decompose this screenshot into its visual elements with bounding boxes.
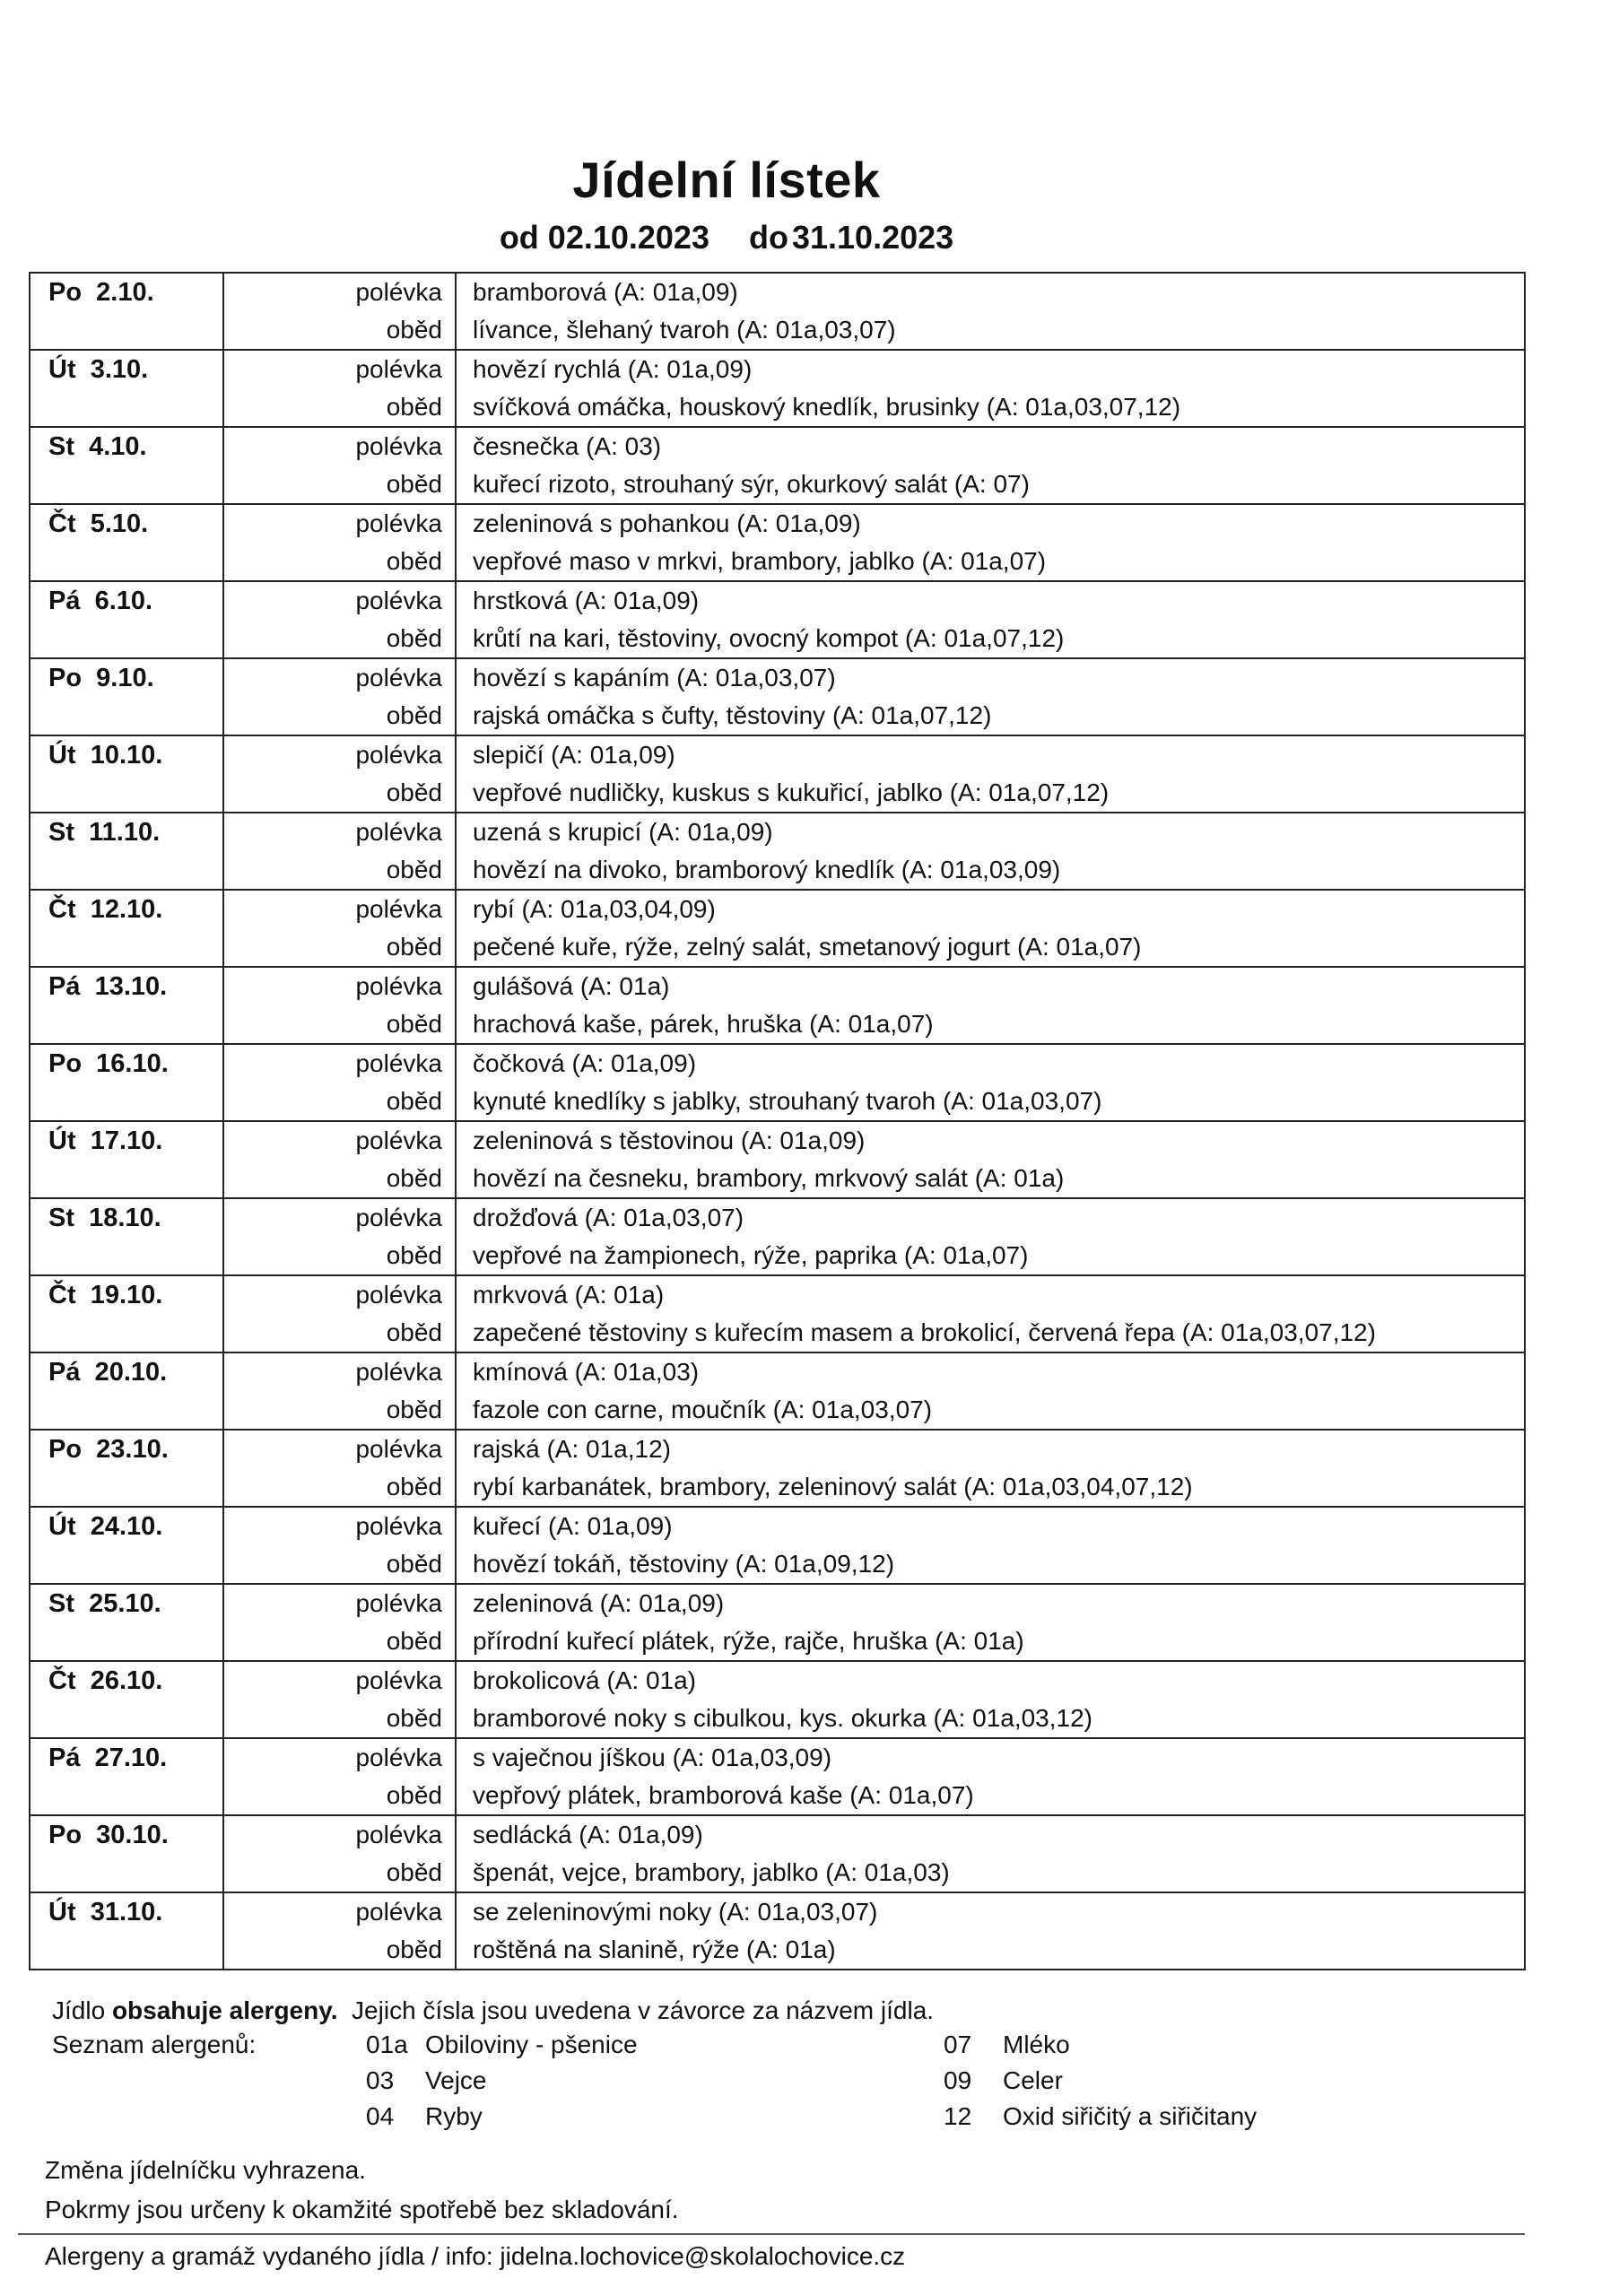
main-label: oběd [223, 1160, 456, 1198]
consumption-note: Pokrmy jsou určeny k okamžité spotřebě bez skladování. [45, 2196, 679, 2223]
menu-day: Út 31.10. [30, 1892, 223, 1970]
menu-row-main [30, 388, 1525, 427]
soup-dish: drožďová (A: 01a,03,07) [456, 1198, 1525, 1237]
menu-day: St 25.10. [30, 1584, 223, 1661]
menu-row-soup [30, 273, 1525, 311]
soup-dish: česnečka (A: 03) [456, 427, 1525, 465]
main-label: oběd [223, 543, 456, 581]
allergen-list-label: Seznam alergenů: [52, 2031, 257, 2058]
soup-dish: hrstková (A: 01a,09) [456, 581, 1525, 620]
allergen-name: Oxid siřičitý a siřičitany [1003, 2102, 1258, 2130]
soup-label: polévka [223, 1661, 456, 1700]
menu-day: Po 23.10. [30, 1430, 223, 1507]
to-label: do [749, 219, 788, 256]
soup-label: polévka [223, 1892, 456, 1931]
allergen-name: Vejce [425, 2066, 487, 2094]
main-label: oběd [223, 1083, 456, 1121]
menu-row-main [30, 1160, 1525, 1198]
main-label: oběd [223, 1931, 456, 1970]
menu-row-main [30, 1622, 1525, 1661]
menu-row-soup [30, 890, 1525, 928]
soup-label: polévka [223, 581, 456, 620]
menu-row-soup [30, 658, 1525, 697]
menu-row-soup [30, 1815, 1525, 1854]
main-label: oběd [223, 697, 456, 735]
menu-day: Pá 27.10. [30, 1738, 223, 1815]
menu-row-main [30, 465, 1525, 504]
menu-row-main [30, 543, 1525, 581]
menu-day: Út 17.10. [30, 1121, 223, 1198]
soup-label: polévka [223, 1584, 456, 1622]
allergen-name: Ryby [425, 2102, 483, 2130]
soup-label: polévka [223, 1430, 456, 1468]
menu-day: Út 10.10. [30, 735, 223, 813]
menu-day: Pá 20.10. [30, 1352, 223, 1430]
menu-day: Čt 12.10. [30, 890, 223, 967]
menu-day: Pá 13.10. [30, 967, 223, 1044]
menu-row-main [30, 1237, 1525, 1275]
main-dish: přírodní kuřecí plátek, rýže, rajče, hruška (A: 01a) [456, 1622, 1525, 1661]
from-label: od [499, 219, 539, 256]
main-label: oběd [223, 1005, 456, 1044]
menu-row-soup [30, 1661, 1525, 1700]
main-label: oběd [223, 1314, 456, 1352]
allergen-intro-pre: Jídlo [52, 1996, 112, 2024]
main-dish: rajská omáčka s čufty, těstoviny (A: 01a,07,12) [456, 697, 1525, 735]
menu-day: Čt 5.10. [30, 504, 223, 581]
change-note: Změna jídelníčku vyhrazena. [45, 2156, 366, 2184]
soup-dish: sedlácká (A: 01a,09) [456, 1815, 1525, 1854]
soup-label: polévka [223, 967, 456, 1005]
soup-dish: rybí (A: 01a,03,04,09) [456, 890, 1525, 928]
allergen-intro-bold: obsahuje alergeny. [111, 1996, 338, 2024]
main-label: oběd [223, 1777, 456, 1815]
allergen-code: 04 [366, 2102, 395, 2130]
footer-divider [18, 2233, 1525, 2235]
from-date: 02.10.2023 [547, 219, 709, 256]
allergen-code: 12 [944, 2102, 972, 2130]
menu-day: Po 16.10. [30, 1044, 223, 1121]
soup-dish: uzená s krupicí (A: 01a,09) [456, 813, 1525, 851]
main-dish: hrachová kaše, párek, hruška (A: 01a,07) [456, 1005, 1525, 1044]
menu-row-main [30, 1931, 1525, 1970]
menu-row-soup [30, 1507, 1525, 1545]
soup-label: polévka [223, 658, 456, 697]
contact-note: Alergeny a gramáž vydaného jídla / info: jidelna.lochovice@skolalochovice.cz [45, 2242, 906, 2270]
menu-row-main [30, 1391, 1525, 1430]
main-dish: hovězí tokáň, těstoviny (A: 01a,09,12) [456, 1545, 1525, 1584]
menu-row-main [30, 1545, 1525, 1584]
soup-dish: gulášová (A: 01a) [456, 967, 1525, 1005]
menu-row-soup [30, 504, 1525, 543]
menu-row-soup [30, 1044, 1525, 1083]
main-dish: špenát, vejce, brambory, jablko (A: 01a,03) [456, 1854, 1525, 1892]
main-label: oběd [223, 1237, 456, 1275]
main-label: oběd [223, 311, 456, 350]
main-dish: roštěná na slanině, rýže (A: 01a) [456, 1931, 1525, 1970]
main-dish: vepřové na žampionech, rýže, paprika (A: 01a,07) [456, 1237, 1525, 1275]
allergen-item [366, 2102, 483, 2131]
main-dish: kuřecí rizoto, strouhaný sýr, okurkový salát (A: 07) [456, 465, 1525, 504]
main-dish: lívance, šlehaný tvaroh (A: 01a,03,07) [456, 311, 1525, 350]
menu-row-soup [30, 1584, 1525, 1622]
menu-row-soup [30, 427, 1525, 465]
main-dish: hovězí na divoko, bramborový knedlík (A: 01a,03,09) [456, 851, 1525, 890]
allergen-code: 09 [944, 2066, 972, 2094]
soup-label: polévka [223, 1198, 456, 1237]
menu-row-main [30, 1854, 1525, 1892]
main-dish: svíčková omáčka, houskový knedlík, brusinky (A: 01a,03,07,12) [456, 388, 1525, 427]
main-label: oběd [223, 928, 456, 967]
main-label: oběd [223, 1468, 456, 1507]
soup-label: polévka [223, 1275, 456, 1314]
menu-body [30, 273, 1525, 1970]
menu-row-soup [30, 1352, 1525, 1391]
allergen-name: Obiloviny - pšenice [425, 2031, 638, 2058]
allergen-name: Celer [1003, 2066, 1063, 2094]
menu-row-main [30, 774, 1525, 813]
main-dish: pečené kuře, rýže, zelný salát, smetanový jogurt (A: 01a,07) [456, 928, 1525, 967]
main-dish: vepřový plátek, bramborová kaše (A: 01a,07) [456, 1777, 1525, 1815]
allergen-code: 01a [366, 2031, 408, 2058]
main-dish: rybí karbanátek, brambory, zeleninový salát (A: 01a,03,04,07,12) [456, 1468, 1525, 1507]
main-label: oběd [223, 1545, 456, 1584]
soup-dish: kuřecí (A: 01a,09) [456, 1507, 1525, 1545]
main-label: oběd [223, 1391, 456, 1430]
allergen-code: 03 [366, 2066, 395, 2094]
allergen-item [366, 2031, 638, 2059]
main-label: oběd [223, 774, 456, 813]
menu-day: Út 24.10. [30, 1507, 223, 1584]
soup-dish: hovězí rychlá (A: 01a,09) [456, 350, 1525, 388]
menu-row-soup [30, 813, 1525, 851]
menu-day: St 18.10. [30, 1198, 223, 1275]
soup-label: polévka [223, 735, 456, 774]
soup-label: polévka [223, 1352, 456, 1391]
allergen-intro [52, 1993, 934, 2029]
soup-label: polévka [223, 350, 456, 388]
menu-row-soup [30, 1738, 1525, 1777]
soup-label: polévka [223, 1738, 456, 1777]
soup-dish: kmínová (A: 01a,03) [456, 1352, 1525, 1391]
menu-row-soup [30, 1430, 1525, 1468]
menu-row-main [30, 1083, 1525, 1121]
menu-day: Po 2.10. [30, 273, 223, 350]
menu-row-main [30, 1777, 1525, 1815]
soup-label: polévka [223, 1044, 456, 1083]
menu-row-main [30, 1314, 1525, 1352]
main-label: oběd [223, 465, 456, 504]
soup-dish: rajská (A: 01a,12) [456, 1430, 1525, 1468]
soup-dish: slepičí (A: 01a,09) [456, 735, 1525, 774]
soup-label: polévka [223, 890, 456, 928]
main-dish: zapečené těstoviny s kuřecím masem a brokolicí, červená řepa (A: 01a,03,07,12) [456, 1314, 1525, 1352]
date-range [0, 219, 1453, 257]
menu-row-soup [30, 1198, 1525, 1237]
menu-row-main [30, 1468, 1525, 1507]
soup-label: polévka [223, 1121, 456, 1160]
allergen-code: 07 [944, 2031, 972, 2058]
main-label: oběd [223, 620, 456, 658]
soup-dish: mrkvová (A: 01a) [456, 1275, 1525, 1314]
menu-row-soup [30, 735, 1525, 774]
main-label: oběd [223, 851, 456, 890]
main-dish: bramborové noky s cibulkou, kys. okurka (A: 01a,03,12) [456, 1700, 1525, 1738]
allergen-item [944, 2031, 1070, 2059]
menu-day: St 4.10. [30, 427, 223, 504]
menu-row-main [30, 1005, 1525, 1044]
soup-dish: zeleninová (A: 01a,09) [456, 1584, 1525, 1622]
soup-label: polévka [223, 427, 456, 465]
menu-day: Po 30.10. [30, 1815, 223, 1892]
soup-label: polévka [223, 504, 456, 543]
menu-day: St 11.10. [30, 813, 223, 890]
menu-row-main [30, 620, 1525, 658]
allergen-item [944, 2102, 1257, 2131]
allergen-intro-post: Jejich čísla jsou uvedena v závorce za názvem jídla. [337, 1996, 935, 2024]
main-dish: vepřové nudličky, kuskus s kukuřicí, jablko (A: 01a,07,12) [456, 774, 1525, 813]
allergen-item [366, 2066, 487, 2095]
main-label: oběd [223, 1700, 456, 1738]
soup-dish: bramborová (A: 01a,09) [456, 273, 1525, 311]
soup-dish: s vaječnou jíškou (A: 01a,03,09) [456, 1738, 1525, 1777]
menu-day: Čt 26.10. [30, 1661, 223, 1738]
menu-row-main [30, 1700, 1525, 1738]
menu-row-main [30, 697, 1525, 735]
menu-table [29, 272, 1526, 1970]
main-dish: vepřové maso v mrkvi, brambory, jablko (A: 01a,07) [456, 543, 1525, 581]
to-date: 31.10.2023 [791, 219, 954, 256]
menu-row-soup [30, 581, 1525, 620]
soup-label: polévka [223, 1507, 456, 1545]
main-dish: hovězí na česneku, brambory, mrkvový salát (A: 01a) [456, 1160, 1525, 1198]
soup-dish: čočková (A: 01a,09) [456, 1044, 1525, 1083]
soup-dish: se zeleninovými noky (A: 01a,03,07) [456, 1892, 1525, 1931]
page-title: Jídelní lístek [572, 152, 881, 208]
menu-row-soup [30, 967, 1525, 1005]
menu-day: Út 3.10. [30, 350, 223, 427]
main-label: oběd [223, 1854, 456, 1892]
menu-row-main [30, 311, 1525, 350]
main-dish: kynuté knedlíky s jablky, strouhaný tvaroh (A: 01a,03,07) [456, 1083, 1525, 1121]
soup-label: polévka [223, 1815, 456, 1854]
menu-row-soup [30, 1121, 1525, 1160]
menu-day: Pá 6.10. [30, 581, 223, 658]
main-label: oběd [223, 1622, 456, 1661]
menu-day: Po 9.10. [30, 658, 223, 735]
menu-row-soup [30, 1892, 1525, 1931]
soup-dish: brokolicová (A: 01a) [456, 1661, 1525, 1700]
soup-dish: hovězí s kapáním (A: 01a,03,07) [456, 658, 1525, 697]
menu-row-soup [30, 350, 1525, 388]
allergen-name: Mléko [1003, 2031, 1070, 2058]
soup-dish: zeleninová s pohankou (A: 01a,09) [456, 504, 1525, 543]
menu-row-main [30, 928, 1525, 967]
menu-row-main [30, 851, 1525, 890]
soup-label: polévka [223, 813, 456, 851]
main-dish: krůtí na kari, těstoviny, ovocný kompot (A: 01a,07,12) [456, 620, 1525, 658]
soup-label: polévka [223, 273, 456, 311]
allergen-item [944, 2066, 1063, 2095]
main-label: oběd [223, 388, 456, 427]
menu-day: Čt 19.10. [30, 1275, 223, 1352]
soup-dish: zeleninová s těstovinou (A: 01a,09) [456, 1121, 1525, 1160]
main-dish: fazole con carne, moučník (A: 01a,03,07) [456, 1391, 1525, 1430]
menu-row-soup [30, 1275, 1525, 1314]
